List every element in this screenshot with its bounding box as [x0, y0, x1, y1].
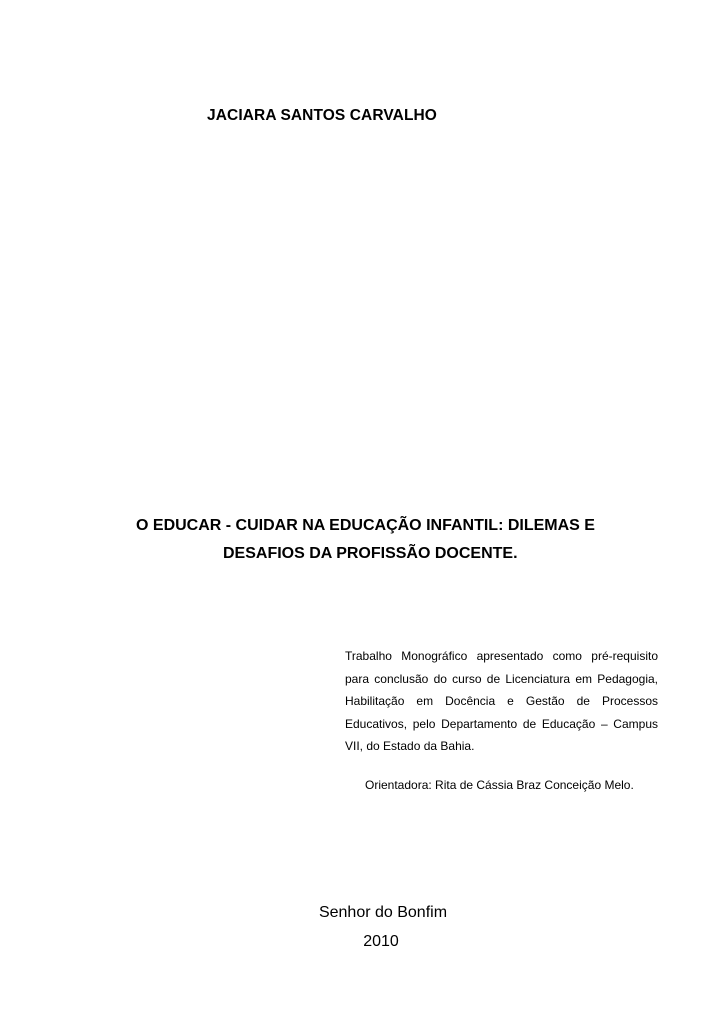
title-line-2: DESAFIOS DA PROFISSÃO DOCENTE.	[223, 545, 518, 562]
city: Senhor do Bonfim	[318, 904, 448, 921]
author-name: JACIARA SANTOS CARVALHO	[207, 107, 437, 124]
advisor-name: Orientadora: Rita de Cássia Braz Conceição Melo.	[365, 778, 634, 792]
year: 2010	[363, 933, 399, 950]
title-line-1: O EDUCAR - CUIDAR NA EDUCAÇÃO INFANTIL: DILEMAS E	[136, 517, 595, 534]
thesis-title	[136, 512, 656, 568]
submission-statement: Trabalho Monográfico apresentado como pré-requisito para conclusão do curso de Licenciatura em Pedagogia, Habilitação em Docência e Gestão de Processos Educativos, pelo Departamento de Educação – Campus VII, do Estado da Bahia.	[345, 649, 658, 753]
